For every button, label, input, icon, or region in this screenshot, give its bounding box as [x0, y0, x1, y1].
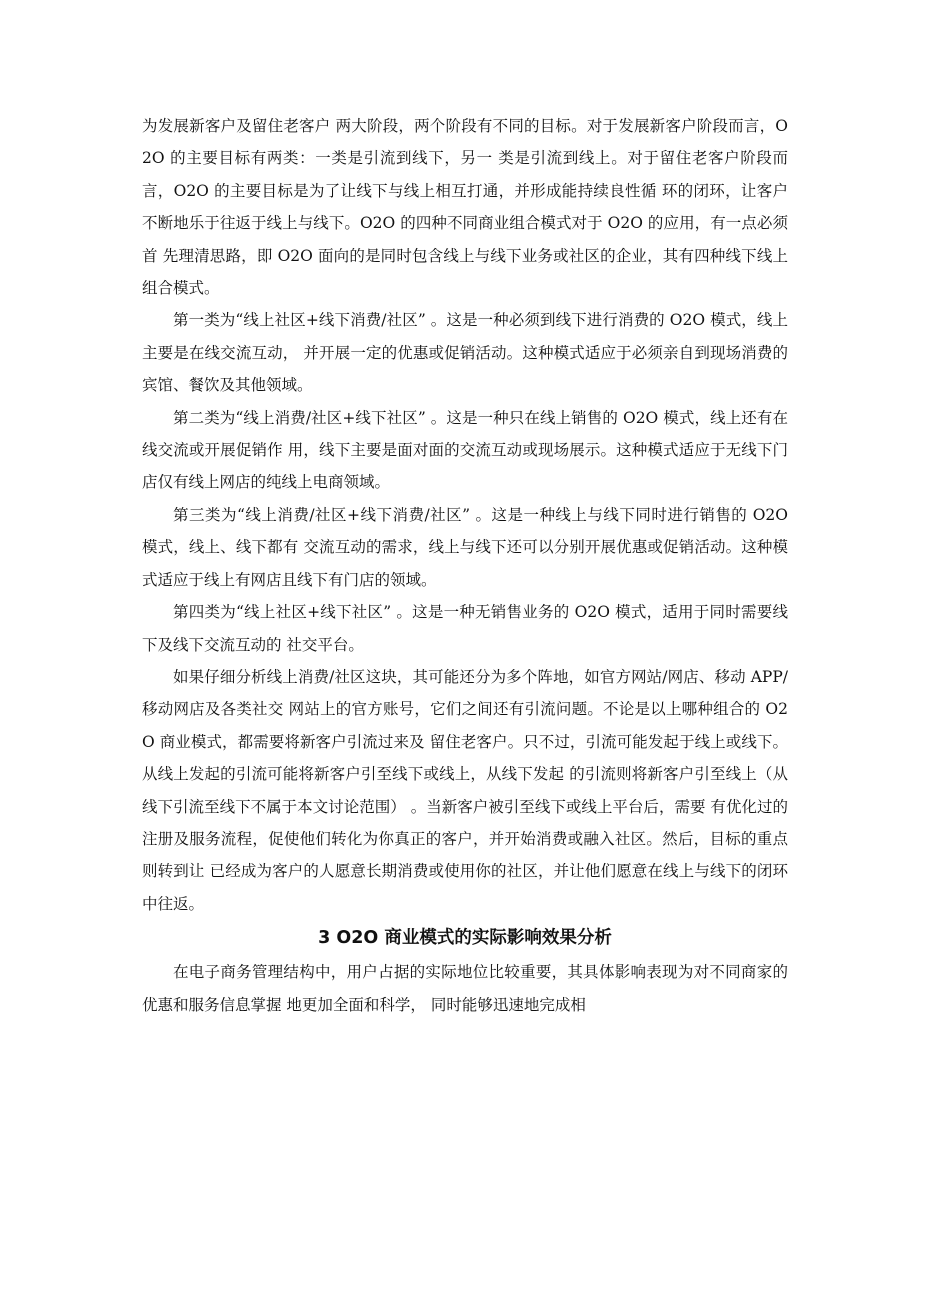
document-page: [142, 110, 788, 1021]
body-paragraph-type-four: 第四类为“线上社区+线下社区” 。这是一种无销售业务的 O2O 模式，适用于同时需要线下及线下交流互动的 社交平台。: [142, 603, 788, 654]
body-paragraph-section-three: 在电子商务管理结构中，用户占据的实际地位比较重要，其具体影响表现为对不同商家的优惠和服务信息掌握 地更加全面和科学， 同时能够迅速地完成相: [142, 963, 788, 1014]
body-paragraph-type-one: 第一类为“线上社区+线下消费/社区” 。这是一种必须到线下进行消费的 O2O 模式，线上主要是在线交流互动， 并开展一定的优惠或促销活动。这种模式适应于必须亲自到现场消费的宾馆、餐饮及其他领域。: [142, 311, 788, 395]
body-paragraph-type-three: 第三类为“线上消费/社区+线下消费/社区” 。这是一种线上与线下同时进行销售的 O2O 模式，线上、线下都有 交流互动的需求，线上与线下还可以分别开展优惠或促销活动。这种模式适应于线上有网店且线下有门店的领域。: [142, 505, 788, 589]
body-paragraph-type-two: 第二类为“线上消费/社区+线下社区” 。这是一种只在线上销售的 O2O 模式，线上还有在线交流或开展促销作 用，线下主要是面对面的交流互动或现场展示。这种模式适应于无线下门店仅有线上网店的纯线上电商领域。: [142, 408, 788, 492]
body-paragraph-analysis: 如果仔细分析线上消费/社区这块，其可能还分为多个阵地，如官方网站/网店、移动 APP/移动网店及各类社交 网站上的官方账号，它们之间还有引流问题。不论是以上哪种组合的 O2O 商业模式，都需要将新客户引流过来及 留住老客户。只不过，引流可能发起于线上或线下。从线上发起的引流可能将新客户引至线下或线上，从线下发起 的引流则将新客户引至线上（从线下引流至线下不属于本文讨论范围） 。当新客户被引至线下或线上平台后，需要 有优化过的注册及服务流程，促使他们转化为你真正的客户，并开始消费或融入社区。然后，目标的重点则转到让 已经成为客户的人愿意长期消费或使用你的社区，并让他们愿意在线上与线下的闭环中往返。: [142, 667, 788, 913]
body-paragraph-continuation: 为发展新客户及留住老客户 两大阶段，两个阶段有不同的目标。对于发展新客户阶段而言，O2O 的主要目标有两类：一类是引流到线下，另一 类是引流到线上。对于留住老客户阶段而言，O2O 的主要目标是为了让线下与线上相互打通，并形成能持续良性循 环的闭环，让客户不断地乐于往返于线上与线下。O2O 的四种不同商业组合模式对于 O2O 的应用，有一点必须首 先理清思路，即 O2O 面向的是同时包含线上与线下业务或社区的企业，其有四种线下线上组合模式。: [142, 117, 788, 298]
section-heading: 3 O2O 商业模式的实际影响效果分析: [318, 928, 612, 949]
